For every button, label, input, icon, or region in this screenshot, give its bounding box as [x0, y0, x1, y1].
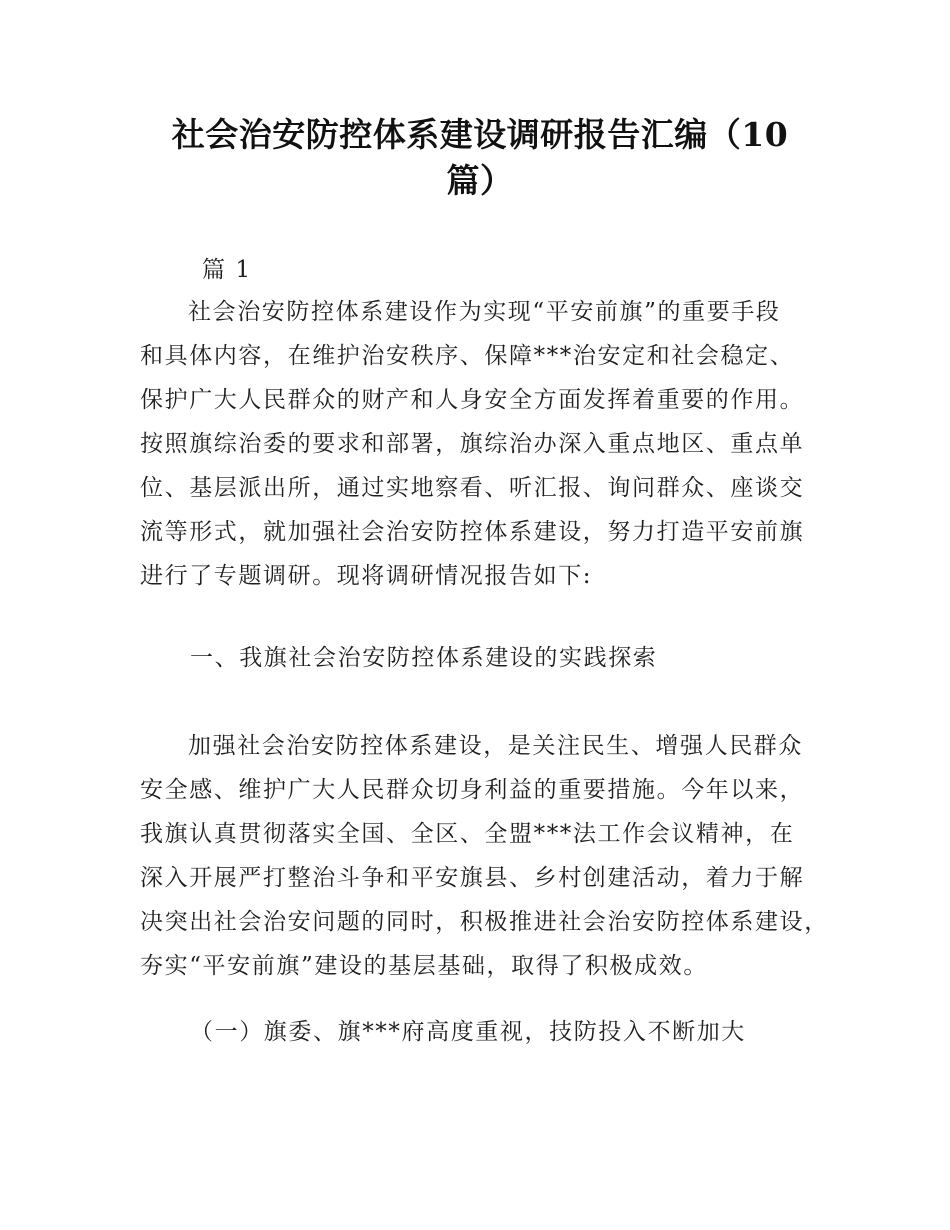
paragraph-line: 社会治安防控体系建设作为实现“平安前旗”的重要手段 — [188, 299, 781, 325]
section-heading-text: 一、我旗社会治安防控体系建设的实践探索 — [190, 645, 658, 671]
paragraph-line: 和具体内容，在维护治安秩序、保障***治安定和社会稳定、 — [140, 343, 795, 369]
paragraph-line: 位、基层派出所，通过实地察看、听汇报、询问群众、座谈交 — [140, 475, 805, 501]
sub-heading-text: （一）旗委、旗***府高度重视，技防投入不断加大 — [190, 1019, 746, 1045]
paragraph-line: 进行了专题调研。现将调研情况报告如下: — [140, 563, 593, 589]
chapter-label-text: 篇 1 — [202, 257, 252, 283]
paragraph-line: 按照旗综治委的要求和部署，旗综治办深入重点地区、重点单 — [140, 431, 805, 457]
paragraph-line: 我旗认真贯彻落实全国、全区、全盟***法工作会议精神，在 — [140, 821, 795, 847]
paragraph-line: 流等形式，就加强社会治安防控体系建设，努力打造平安前旗 — [140, 519, 805, 545]
section-heading — [140, 636, 880, 680]
sub-heading — [140, 1010, 880, 1054]
paragraph-line: 决突出社会治安问题的同时，积极推进社会治安防控体系建设， — [140, 909, 829, 935]
paragraph-line: 深入开展严打整治斗争和平安旗县、乡村创建活动，着力于解 — [140, 865, 805, 891]
paragraph-line: 保护广大人民群众的财产和人身安全方面发挥着重要的作用。 — [140, 387, 805, 413]
title-line-2: 篇） — [446, 161, 514, 200]
paragraph-line: 安全感、维护广大人民群众切身利益的重要措施。今年以来， — [140, 777, 805, 803]
document-title — [140, 112, 820, 204]
paragraph-line: 加强社会治安防控体系建设，是关注民生、增强人民群众 — [188, 733, 803, 759]
paragraph-practice — [140, 724, 830, 988]
chapter-label — [140, 248, 892, 292]
paragraph-intro — [140, 290, 830, 598]
paragraph-line: 夯实“平安前旗”建设的基层基础，取得了积极成效。 — [140, 953, 708, 979]
title-line-1: 社会治安防控体系建设调研报告汇编（10 — [171, 115, 789, 154]
